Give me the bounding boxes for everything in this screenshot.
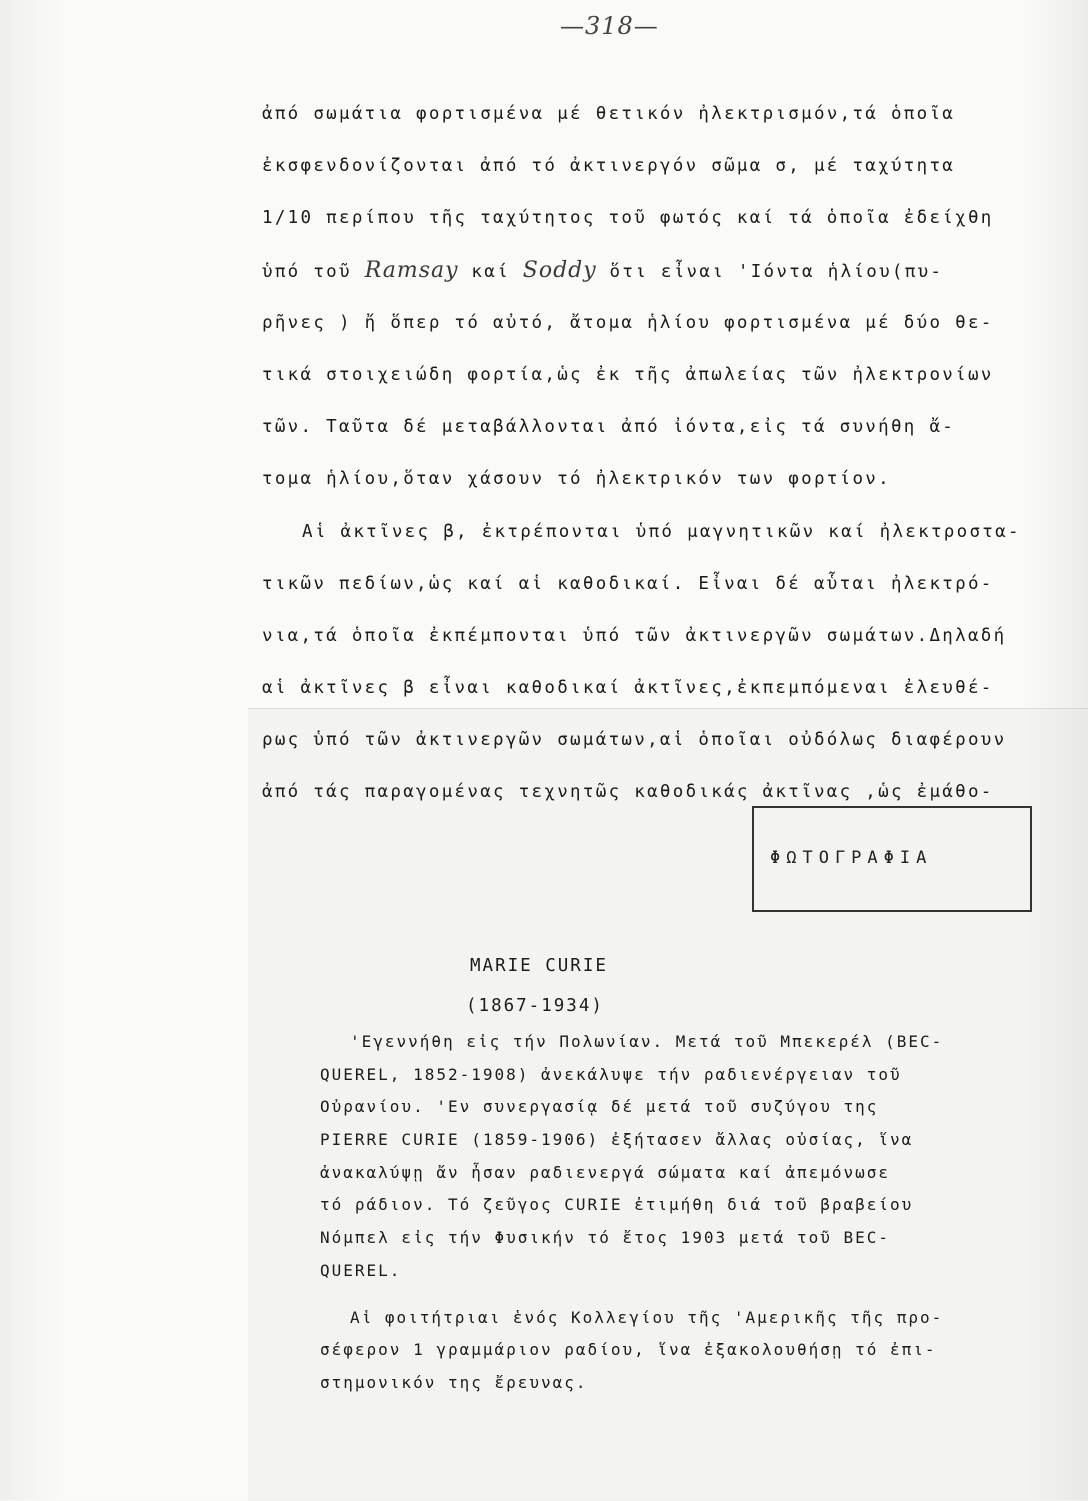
text-line: ρως ὑπό τῶν ἀκτινεργῶν σωμάτων,αἱ ὁποῖαι οὐδόλως διαφέρουν xyxy=(262,730,1007,751)
bio-title: MARIE CURIE xyxy=(470,956,608,976)
photo-placeholder-box xyxy=(752,806,1032,912)
text-line: Αἱ ἀκτῖνες β, ἐκτρέπονται ὑπό μαγνητικῶν καί ἠλεκτροστα- xyxy=(302,521,1021,542)
handwritten-name: Soddy xyxy=(522,257,597,283)
bio-line: 'Εγεννήθη εἰς τήν Πολωνίαν. Μετά τοῦ Μπεκερέλ (BEC- xyxy=(350,1032,944,1051)
bio-line: Αἱ φοιτήτριαι ἑνός Κολλεγίου τῆς 'Αμερικῆς τῆς προ- xyxy=(350,1307,944,1327)
bio-line: Οὐρανίου. 'Εν συνεργασίᾳ δέ μετά τοῦ συζύγου της xyxy=(320,1097,879,1117)
paragraph-gap xyxy=(320,1288,1040,1302)
text-line: αἱ ἀκτῖνες β εἶναι καθοδικαί ἀκτῖνες,ἐκπεμπόμεναι ἐλευθέ- xyxy=(262,678,994,699)
text-line: νια,τά ὁποῖα ἐκπέμπονται ὑπό τῶν ἀκτινεργῶν σωμάτων.Δηλαδή xyxy=(262,625,1007,646)
text-line: τικῶν πεδίων,ὡς καί αἱ καθοδικαί. Εἶναι δέ αὗται ἠλεκτρό- xyxy=(262,573,994,594)
text-line: τομα ἡλίου,ὅταν χάσουν τό ἠλεκτρικόν των φορτίον. xyxy=(262,469,891,490)
bio-line: σέφερον 1 γραμμάριον ραδίου, ἵνα ἐξακολουθήσῃ τό ἐπι- xyxy=(320,1340,937,1360)
text-line: ρῆνες ) ἤ ὅπερ τό αὐτό, ἄτομα ἡλίου φορτισμένα μέ δύο θε- xyxy=(262,312,994,333)
text-line xyxy=(262,245,1042,297)
text-line: ἐκσφενδονίζονται ἀπό τό ἀκτινεργόν σῶμα σ, μέ ταχύτητα xyxy=(262,156,956,177)
bio-line: QUEREL. xyxy=(320,1260,402,1280)
text-line: 1/10 περίπου τῆς ταχύτητος τοῦ φωτός καί τά ὁποῖα ἐδείχθη xyxy=(262,208,994,229)
text-segment: ὅτι εἶναι 'Ιόντα ἡλίου(πυ- xyxy=(596,261,944,282)
bio-line: QUEREL, 1852-1908) ἀνεκάλυψε τήν ραδιενέργειαν τοῦ xyxy=(320,1064,902,1084)
text-line: τικά στοιχειώδη φορτία,ὡς ἐκ τῆς ἀπωλείας τῶν ἠλεκτρονίων xyxy=(262,364,994,385)
bio-dates: (1867-1934) xyxy=(466,996,604,1016)
text-segment: ὑπό τοῦ xyxy=(262,261,365,282)
bio-line: Νόμπελ εἰς τήν Φυσικήν τό ἔτος 1903 μετά τοῦ BEC- xyxy=(320,1228,891,1248)
text-segment: καί xyxy=(458,261,523,282)
bio-line: ἀνακαλύψῃ ἄν ἦσαν ραδιενεργά σώματα καί ἀπεμόνωσε xyxy=(320,1162,891,1182)
photo-label: ΦΩΤΟΓΡΑΦΙΑ xyxy=(770,848,933,868)
bio-line: τό ράδιον. Τό ζεῦγος CURIE ἐτιμήθη διά τοῦ βραβείου xyxy=(320,1195,914,1215)
text-line: ἀπό τάς παραγομένας τεχνητῶς καθοδικάς ἀκτῖνας ,ὡς ἐμάθο- xyxy=(262,782,994,803)
bio-text xyxy=(320,1026,1040,1400)
bio-line: στημονικόν της ἔρευνας. xyxy=(320,1372,588,1392)
page-number: —318— xyxy=(560,12,659,40)
main-text xyxy=(262,88,1042,819)
handwritten-name: Ramsay xyxy=(364,257,459,283)
text-line: ἀπό σωμάτια φορτισμένα μέ θετικόν ἠλεκτρισμόν,τά ὁποῖα xyxy=(262,104,956,124)
bio-line: PIERRE CURIE (1859-1906) ἐξήτασεν ἄλλας οὐσίας, ἵνα xyxy=(320,1130,914,1150)
text-line: τῶν. Ταῦτα δέ μεταβάλλονται ἀπό ἰόντα,εἰς τά συνήθη ἄ- xyxy=(262,417,956,438)
